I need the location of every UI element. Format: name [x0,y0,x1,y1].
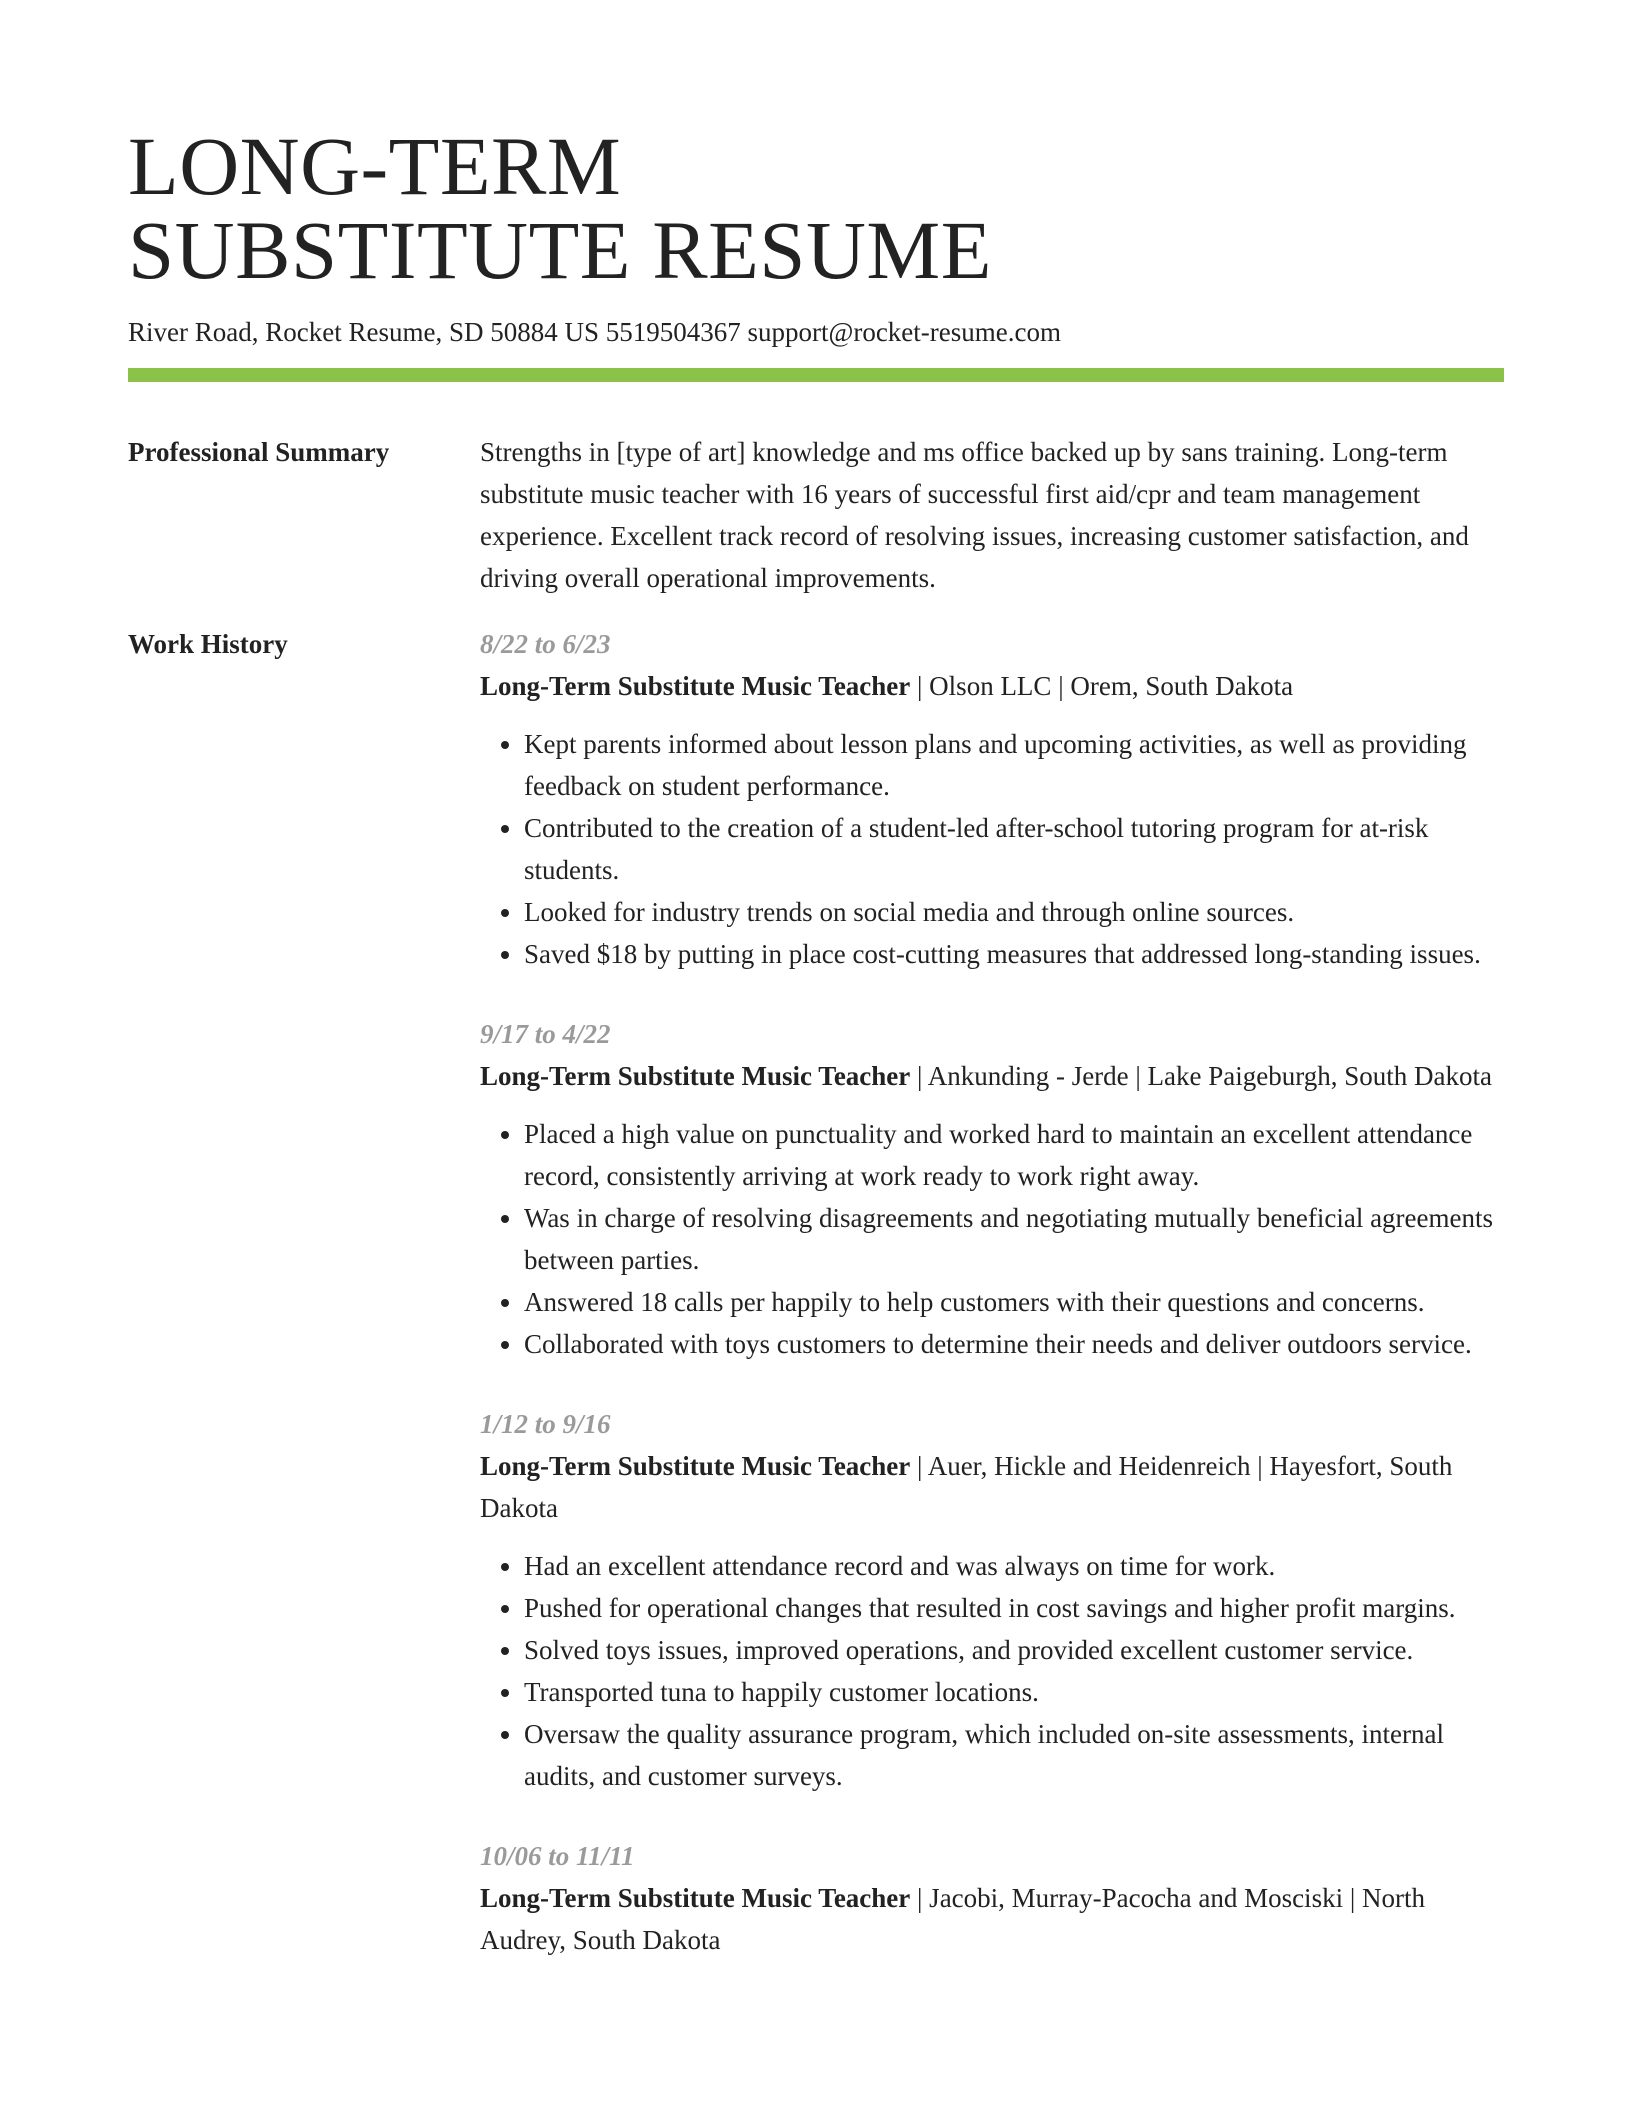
job-dates: 8/22 to 6/23 [480,629,611,659]
job-bullet-item: • Solved toys issues, improved operations, and provided excellent customer service. [524,1629,1504,1671]
job-bullet-item: • Collaborated with toys customers to determine their needs and deliver outdoors service. [524,1323,1504,1365]
professional-summary-text: Strengths in [type of art] knowledge and ms office backed up by sans training. Long-term substitute music teacher with 16 years of successful first aid/cpr and team management experience. Excellent track record of resolving issues, increasing customer satisfaction, and driving overall operational improvements. [480,437,1469,593]
section-label-work-history: Work History [128,629,288,659]
job-bullet-item: • Oversaw the quality assurance program, which included on-site assessments, internal audits, and customer surveys. [524,1713,1504,1797]
resume-title [128,0,1504,296]
job-title: Long-Term Substitute Music Teacher [480,1451,911,1481]
job-bullet-item: • Had an excellent attendance record and was always on time for work. [524,1545,1504,1587]
job-employer-location: | Jacobi, Murray-Pacocha and Mosciski | North Audrey, South Dakota [480,1883,1425,1955]
job-entry [480,1403,1504,1797]
job-bullet-list [480,1545,1504,1797]
professional-summary-section [128,431,1504,599]
job-bullet-item: • Transported tuna to happily customer locations. [524,1671,1504,1713]
job-heading [480,665,1504,707]
job-bullet-item: • Saved $18 by putting in place cost-cutting measures that addressed long-standing issues. [524,933,1504,975]
job-entry [480,623,1504,975]
job-employer-location: | Ankunding - Jerde | Lake Paigeburgh, South Dakota [910,1061,1492,1091]
job-entry [480,1835,1504,1961]
job-entry [480,1013,1504,1365]
job-dates: 10/06 to 11/11 [480,1841,635,1871]
job-heading [480,1055,1504,1097]
resume-title-line2: SUBSTITUTE RESUME [128,204,992,296]
job-bullet-item: • Looked for industry trends on social media and through online sources. [524,891,1504,933]
job-bullet-item: • Contributed to the creation of a student-led after-school tutoring program for at-risk students. [524,807,1504,891]
job-dates: 9/17 to 4/22 [480,1019,611,1049]
job-bullet-item: • Answered 18 calls per happily to help customers with their questions and concerns. [524,1281,1504,1323]
job-bullet-item: • Placed a high value on punctuality and worked hard to maintain an excellent attendance record, consistently arriving at work ready to work right away. [524,1113,1504,1197]
job-title: Long-Term Substitute Music Teacher [480,1061,911,1091]
contact-line: River Road, Rocket Resume, SD 50884 US 5519504367 support@rocket-resume.com [128,317,1061,347]
job-bullet-list [480,723,1504,975]
job-bullet-item: • Kept parents informed about lesson plans and upcoming activities, as well as providing feedback on student performance. [524,723,1504,807]
job-title: Long-Term Substitute Music Teacher [480,1883,911,1913]
job-employer-location: | Auer, Hickle and Heidenreich | Hayesfort, South Dakota [480,1451,1453,1523]
work-history-list [480,623,1504,1999]
job-heading [480,1877,1504,1961]
job-dates: 1/12 to 9/16 [480,1409,611,1439]
job-bullet-item: • Pushed for operational changes that resulted in cost savings and higher profit margins. [524,1587,1504,1629]
resume-title-line1: LONG-TERM [128,120,622,212]
work-history-section [128,623,1504,1999]
resume-page [128,0,1504,1999]
accent-divider [128,368,1504,382]
job-bullet-item: • Was in charge of resolving disagreements and negotiating mutually beneficial agreements between parties. [524,1197,1504,1281]
job-title: Long-Term Substitute Music Teacher [480,671,911,701]
job-bullet-list [480,1113,1504,1365]
job-employer-location: | Olson LLC | Orem, South Dakota [910,671,1294,701]
job-heading [480,1445,1504,1529]
section-label-professional-summary: Professional Summary [128,437,390,467]
